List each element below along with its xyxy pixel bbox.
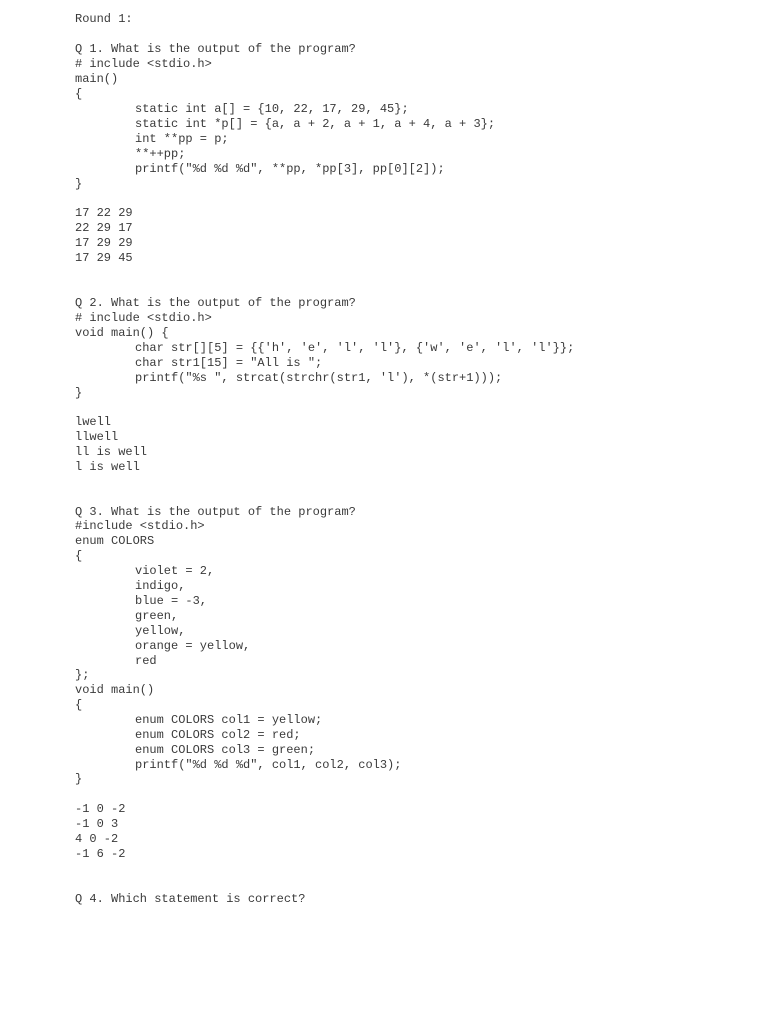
q3-code-line: enum COLORS col2 = red; xyxy=(135,728,301,742)
q3-option: -1 6 -2 xyxy=(75,847,126,861)
q1-option: 17 29 45 xyxy=(75,251,133,265)
q3-code-line: { xyxy=(75,549,83,563)
q2-code-line: } xyxy=(75,386,83,400)
q3-code-line: printf("%d %d %d", col1, col2, col3); xyxy=(135,758,402,772)
q3-code-line: void main() xyxy=(75,683,155,697)
q3-code-line: enum COLORS xyxy=(75,534,155,548)
q3-code-line: orange = yellow, xyxy=(135,639,251,653)
q2-option: llwell xyxy=(75,430,119,444)
round-title: Round 1: xyxy=(75,12,133,26)
q2-code-line: char str1[15] = "All is "; xyxy=(135,356,323,370)
q1-option: 22 29 17 xyxy=(75,221,133,235)
q1-code-line: main() xyxy=(75,72,119,86)
q3-code-line: blue = -3, xyxy=(135,594,208,608)
q3-code-line: yellow, xyxy=(135,624,186,638)
q2-option: l is well xyxy=(75,460,140,474)
q3-option: 4 0 -2 xyxy=(75,832,119,846)
q2-code-line: printf("%s ", strcat(strchr(str1, 'l'), *(str+1))); xyxy=(135,371,503,385)
q1-code-line: static int a[] = {10, 22, 17, 29, 45}; xyxy=(135,102,409,116)
q2-option: ll is well xyxy=(75,445,148,459)
q3-code-line: green, xyxy=(135,609,179,623)
q3-code-line: red xyxy=(135,654,157,668)
question-4-heading: Q 4. Which statement is correct? xyxy=(75,892,306,906)
q3-code-line: { xyxy=(75,698,83,712)
question-3-heading: Q 3. What is the output of the program? xyxy=(75,505,356,519)
q1-code-line: { xyxy=(75,87,83,101)
q1-code-line: static int *p[] = {a, a + 2, a + 1, a + 4, a + 3}; xyxy=(135,117,496,131)
q1-code-line: printf("%d %d %d", **pp, *pp[3], pp[0][2]); xyxy=(135,162,445,176)
q1-option: 17 22 29 xyxy=(75,206,133,220)
q2-code-line: # include <stdio.h> xyxy=(75,311,212,325)
q3-option: -1 0 3 xyxy=(75,817,119,831)
q1-option: 17 29 29 xyxy=(75,236,133,250)
q3-code-line: }; xyxy=(75,668,90,682)
question-1-heading: Q 1. What is the output of the program? xyxy=(75,42,356,56)
question-2-heading: Q 2. What is the output of the program? xyxy=(75,296,356,310)
q3-code-line: } xyxy=(75,772,83,786)
q1-code-line: int **pp = p; xyxy=(135,132,229,146)
q2-code-line: void main() { xyxy=(75,326,169,340)
q2-option: lwell xyxy=(75,415,112,429)
q3-code-line: #include <stdio.h> xyxy=(75,519,205,533)
q2-code-line: char str[][5] = {{'h', 'e', 'l', 'l'}, {'w', 'e', 'l', 'l'}}; xyxy=(135,341,575,355)
q3-code-line: indigo, xyxy=(135,579,186,593)
q1-code-line: # include <stdio.h> xyxy=(75,57,212,71)
q3-code-line: violet = 2, xyxy=(135,564,215,578)
q3-code-line: enum COLORS col3 = green; xyxy=(135,743,316,757)
q1-code-line: } xyxy=(75,177,83,191)
q3-option: -1 0 -2 xyxy=(75,802,126,816)
q1-code-line: **++pp; xyxy=(135,147,186,161)
q3-code-line: enum COLORS col1 = yellow; xyxy=(135,713,323,727)
